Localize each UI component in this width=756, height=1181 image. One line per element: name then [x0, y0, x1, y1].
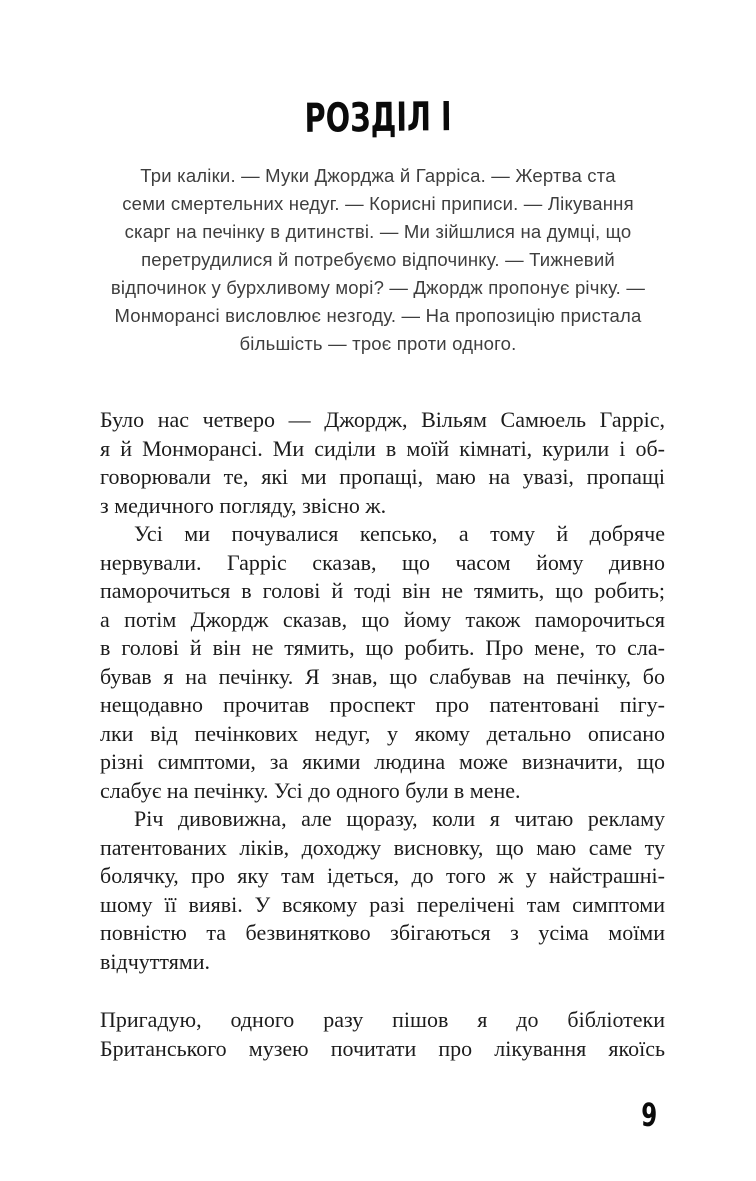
text-line: Пригадую, одного разу пішов я до бібліотеки — [100, 1007, 665, 1032]
chapter-epigraph — [78, 162, 678, 358]
page-number: 9 — [640, 1095, 658, 1135]
text-line: нервували. Гарріс сказав, що часом йому дивно — [100, 549, 665, 575]
epigraph-line: перетрудилися й потребуємо відпочинку. — Тижневий — [141, 249, 615, 270]
text-line: різні симптоми, за якими людина може визначити, що — [100, 749, 665, 774]
text-line: в голові й він не тямить, що робить. Про мене, то сла- — [100, 635, 665, 660]
text-line: нещодавно прочитав проспект про патентовані пігу- — [100, 692, 665, 717]
text-line: Було нас четверо — Джордж, Вільям Самюель Гарріс, — [100, 407, 665, 432]
text-line: Британського музею почитати про лікування якоїсь — [100, 1035, 665, 1061]
paragraph — [100, 406, 665, 520]
text-line: відчуттями. — [100, 948, 211, 974]
epigraph-line: більшість — троє проти одного. — [239, 333, 517, 354]
epigraph-line: Монморансі висловлює незгоду. — На пропозицію пристала — [114, 305, 642, 326]
text-line: говорювали те, які ми пропащі, маю на увазі, пропащі — [100, 464, 665, 489]
text-line: лки від печінкових недуг, у якому детально описано — [100, 720, 665, 746]
paragraph — [100, 805, 665, 976]
text-line: Усі ми почувалися кепсько, а тому й добряче — [134, 521, 665, 546]
epigraph-line: Три каліки. — Муки Джорджа й Гарріса. — Жертва ста — [140, 165, 616, 186]
paragraph — [100, 520, 665, 805]
epigraph-line: відпочинок у бурхливому морі? — Джордж пропонує річку. — — [110, 277, 646, 298]
epigraph-line: скарг на печінку в дитинстві. — Ми зійшлися на думці, що — [124, 221, 632, 242]
chapter-title-text: РОЗДІЛ І — [304, 94, 452, 142]
text-line: я й Монморансі. Ми сиділи в моїй кімнаті, курили і об- — [100, 435, 665, 461]
chapter-body-text — [100, 406, 665, 1063]
text-line: паморочиться в голові й тоді він не тямить, що робить; — [100, 578, 665, 603]
text-line: слабує на печінку. Усі до одного були в мене. — [100, 777, 521, 803]
text-line: шому її вияві. У всякому разі перелічені там симптоми — [100, 891, 665, 917]
chapter-title — [0, 0, 756, 140]
paragraph — [100, 1006, 665, 1063]
text-line: а потім Джордж сказав, що йому також паморочиться — [100, 606, 665, 632]
text-line: з медичного погляду, звісно ж. — [100, 492, 387, 518]
text-line: болячку, про яку там ідеться, до того ж у найстрашні- — [100, 863, 665, 888]
epigraph-line: семи смертельних недуг. — Корисні приписи. — Лікування — [122, 193, 634, 214]
text-line: повністю та безвинятково збігаються з усіма моїми — [100, 920, 665, 945]
text-line: бував я на печінку. Я знав, що слабував на печінку, бо — [100, 663, 665, 689]
text-line: Річ дивовижна, але щоразу, коли я читаю рекламу — [134, 806, 665, 831]
text-line: патентованих ліків, доходжу висновку, що маю саме ту — [100, 834, 665, 860]
